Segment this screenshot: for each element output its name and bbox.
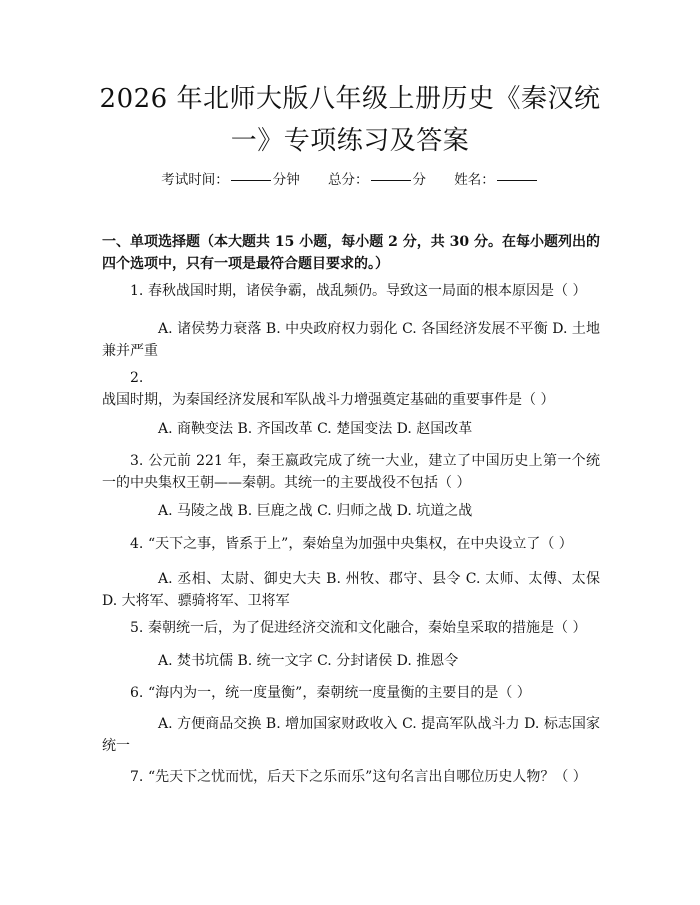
question-number: 6.	[130, 685, 144, 701]
question-7	[102, 766, 600, 788]
question-stem: “天下之事，皆系于上”，秦始皇为加强中央集权，在中央设立了（ ）	[148, 536, 573, 552]
question-4-options: A. 丞相、太尉、御史大夫 B. 州牧、郡守、县令 C. 太师、太傅、太保 D. 大将军、骠骑将军、卫将军	[102, 571, 600, 609]
question-4	[102, 533, 600, 555]
question-1	[102, 280, 600, 302]
question-5	[102, 617, 600, 639]
question-1-options: A. 诸侯势力衰落 B. 中央政府权力弱化 C. 各国经济发展不平衡 D. 土地兼并严重	[102, 321, 600, 359]
score-unit: 分	[412, 172, 426, 188]
question-6-options: A. 方便商品交换 B. 增加国家财政收入 C. 提高军队战斗力 D. 标志国家统一	[102, 716, 600, 754]
name-field	[454, 170, 539, 190]
question-number: 2.	[130, 370, 144, 386]
question-stem: 秦朝统一后，为了促进经济交流和文化融合，秦始皇采取的措施是（ ）	[148, 620, 587, 636]
question-stem: 战国时期，为秦国经济发展和军队战斗力增强奠定基础的重要事件是（ ）	[102, 392, 555, 408]
question-number: 5.	[130, 620, 144, 636]
question-6	[102, 682, 600, 704]
name-blank	[497, 180, 537, 181]
question-3	[102, 450, 600, 494]
question-number: 3.	[130, 453, 144, 469]
question-stem: 公元前 221 年，秦王嬴政完成了统一大业，建立了中国历史上第一个统一的中央集权王朝——秦朝。其统一的主要战役不包括（ ）	[102, 453, 600, 491]
score-label: 总分：	[328, 172, 369, 188]
question-stem: 春秋战国时期，诸侯争霸，战乱频仍。导致这一局面的根本原因是（ ）	[148, 283, 587, 299]
score-field	[328, 170, 426, 190]
name-label: 姓名：	[454, 172, 495, 188]
question-number: 4.	[130, 536, 144, 552]
page-title	[90, 78, 610, 162]
question-stem: “海内为一，统一度量衡”，秦朝统一度量衡的主要目的是（ ）	[148, 685, 531, 701]
question-number: 7.	[130, 769, 144, 785]
question-5-options: A. 焚书坑儒 B. 统一文字 C. 分封诸侯 D. 推恩令	[158, 653, 459, 669]
question-2-options: A. 商鞅变法 B. 齐国改革 C. 楚国变法 D. 赵国改革	[158, 421, 473, 437]
question-number: 1.	[130, 283, 144, 299]
time-field	[161, 170, 300, 190]
exam-meta	[0, 170, 700, 190]
time-blank	[231, 180, 271, 181]
question-2	[102, 367, 600, 411]
time-unit: 分钟	[272, 172, 300, 188]
question-3-options: A. 马陵之战 B. 巨鹿之战 C. 归师之战 D. 坑道之战	[158, 503, 473, 519]
score-blank	[371, 180, 411, 181]
title-line-2: 一》专项练习及答案	[230, 126, 470, 156]
section-heading: 一、单项选择题（本大题共 15 小题，每小题 2 分，共 30 分。在每小题列出的四个选项中，只有一项是最符合题目要求的。）	[102, 234, 600, 272]
question-stem: “先天下之忧而忧，后天下之乐而乐”这句名言出自哪位历史人物？（ ）	[148, 769, 587, 785]
time-label: 考试时间：	[161, 172, 229, 188]
title-line-1: 2026 年北师大版八年级上册历史《秦汉统	[99, 84, 601, 114]
